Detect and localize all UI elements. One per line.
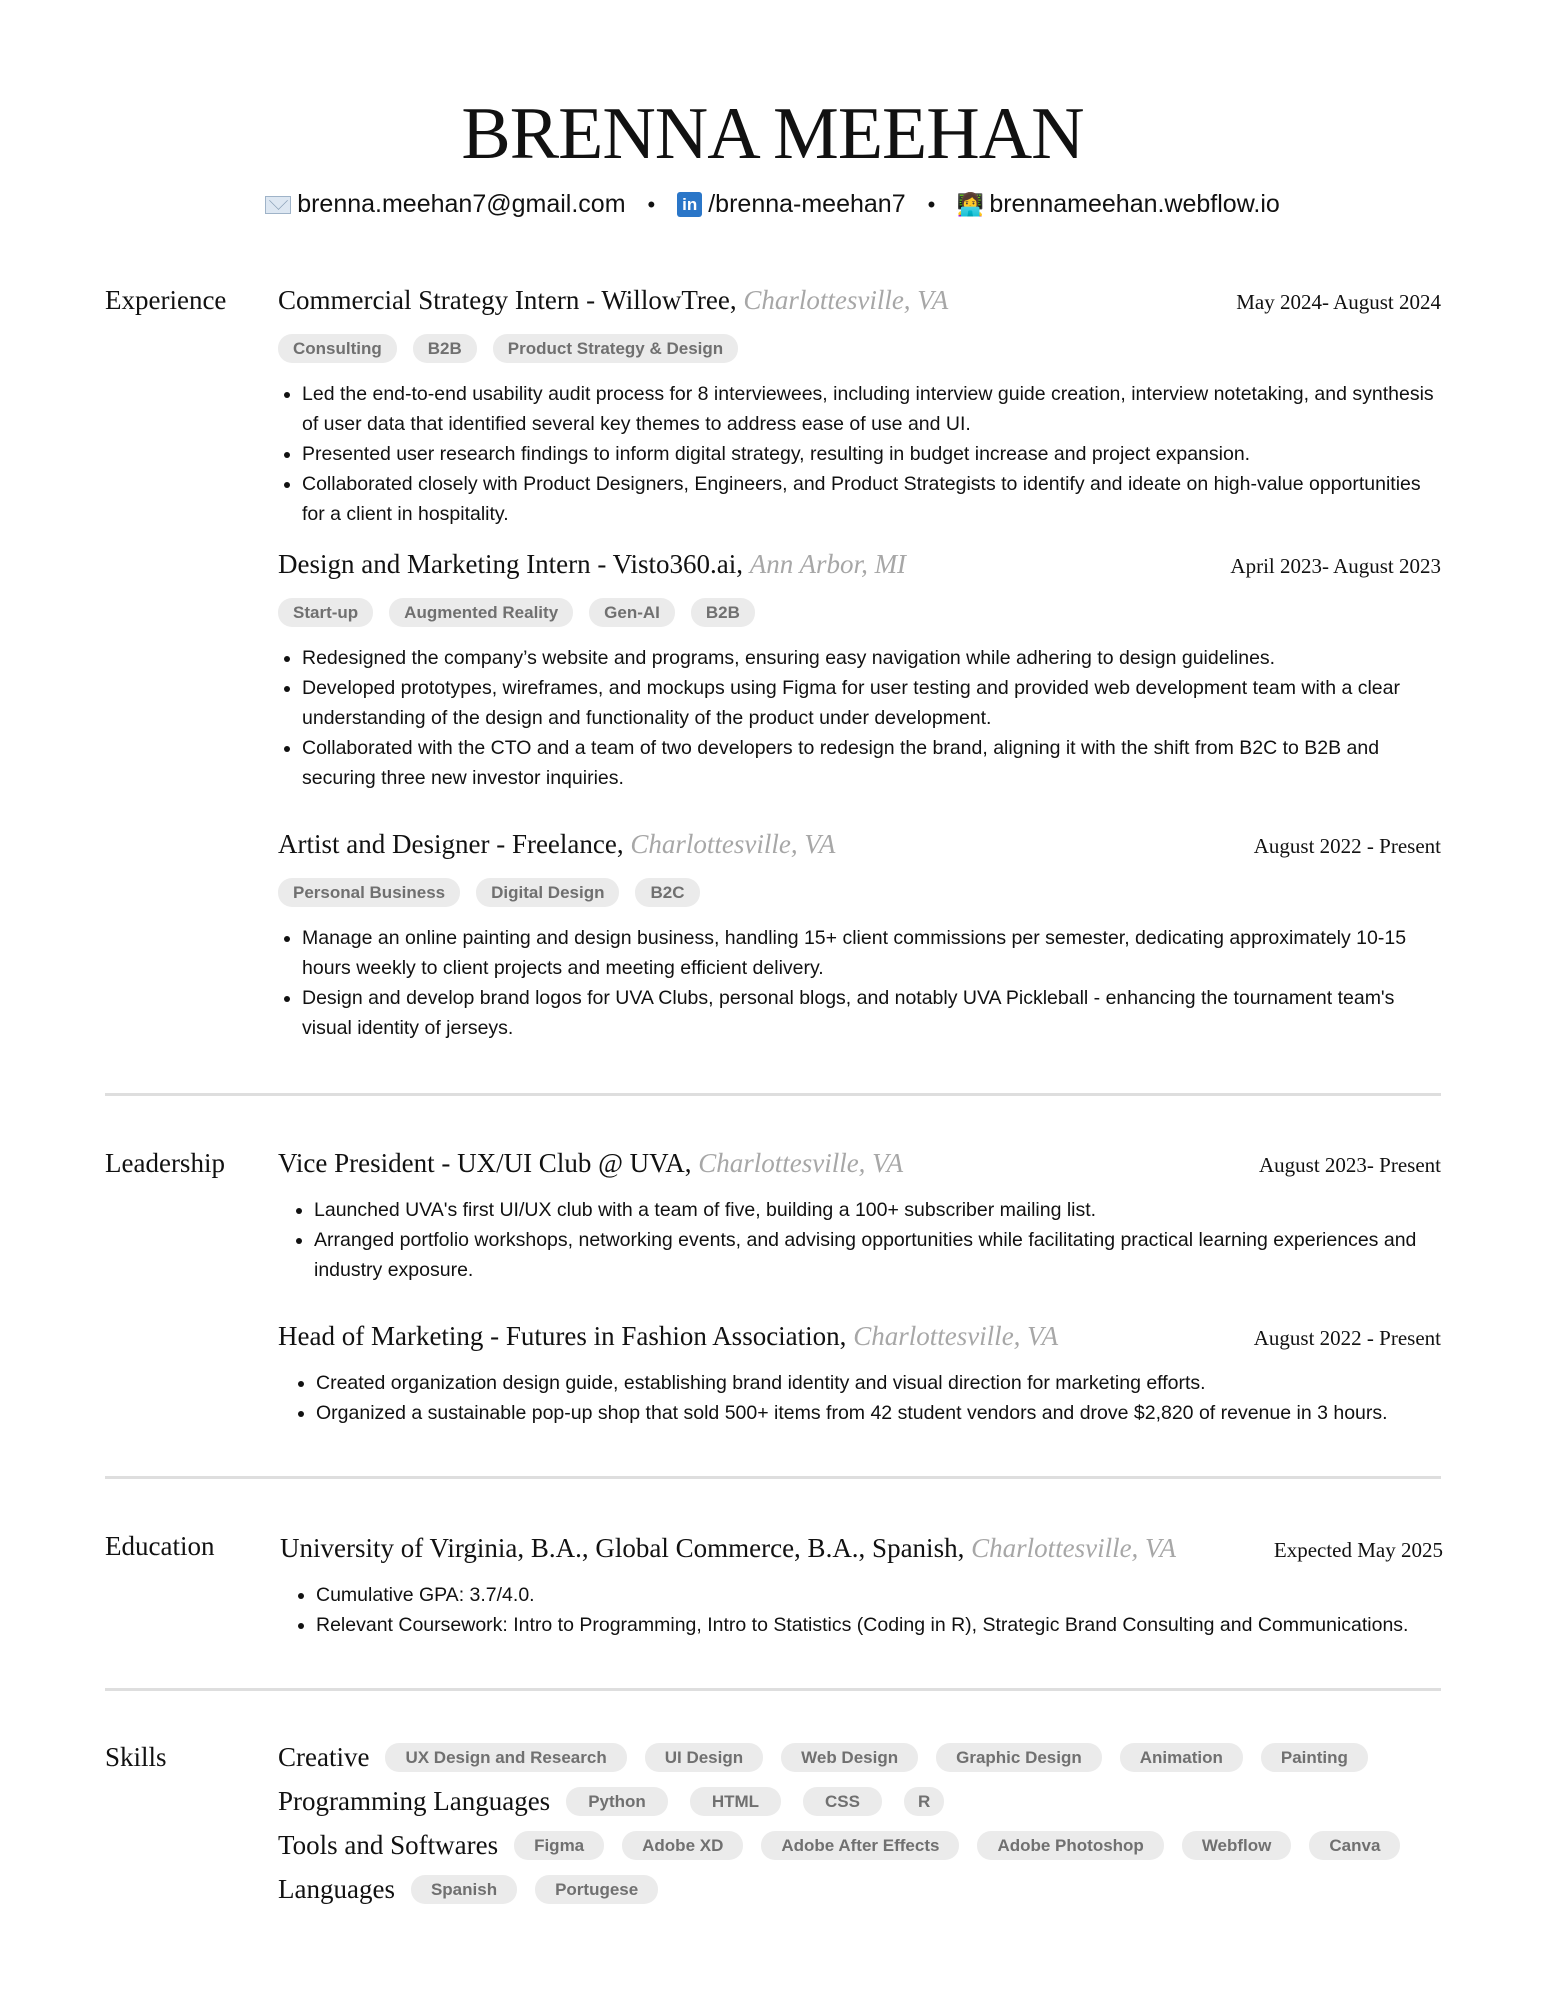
role-location: Charlottesville, VA (853, 1321, 1059, 1351)
experience-entry (278, 549, 1441, 793)
skill-chip: HTML (690, 1787, 781, 1816)
linkedin-link[interactable] (677, 190, 905, 219)
separator-dot: • (647, 191, 656, 217)
website-link[interactable] (957, 190, 1279, 219)
bullet-item: • Collaborated closely with Product Designers, Engineers, and Product Strategists to identify and ideate on high-value opportunities for a client in hospitality. (302, 469, 1441, 529)
skill-category: Creative (278, 1742, 370, 1772)
website-text: brennameehan.webflow.io (989, 190, 1280, 218)
email-text: brenna.meehan7@gmail.com (297, 190, 626, 218)
role-title: Commercial Strategy Intern - WillowTree, Charlottesville, VA (278, 285, 949, 315)
skill-chip: Animation (1120, 1743, 1243, 1772)
tag-list (385, 1743, 1367, 1772)
bullet-item: • Presented user research findings to inform digital strategy, resulting in budget increase and project expansion. (302, 439, 1441, 469)
skill-chip: UI Design (645, 1743, 763, 1772)
email-link[interactable] (265, 190, 625, 219)
role-dates: May 2024- August 2024 (1236, 290, 1441, 314)
tag-list (411, 1875, 658, 1904)
section-divider (105, 1093, 1441, 1096)
skill-chip: Graphic Design (936, 1743, 1102, 1772)
education-entry (280, 1533, 1443, 1640)
experience-entry (278, 829, 1441, 1043)
role-dates: April 2023- August 2023 (1230, 554, 1441, 578)
tag-chip: Start-up (278, 598, 373, 627)
tag-chip: Digital Design (476, 878, 619, 907)
skill-row-tools (278, 1830, 1400, 1861)
envelope-icon (265, 196, 291, 214)
role-title: Head of Marketing - Futures in Fashion Association, Charlottesville, VA (278, 1321, 1059, 1351)
bullet-item: • Redesigned the company’s website and programs, ensuring easy navigation while adhering to design guidelines. (302, 643, 1441, 673)
skill-chip: UX Design and Research (385, 1743, 626, 1772)
skill-chip: Portugese (535, 1875, 658, 1904)
role-location: Charlottesville, VA (698, 1148, 904, 1178)
linkedin-text: /brenna-meehan7 (708, 190, 906, 218)
tag-chip: Consulting (278, 334, 397, 363)
bullet-item: • Created organization design guide, establishing brand identity and visual direction for marketing efforts. (316, 1368, 1441, 1398)
bullet-list (278, 1195, 1441, 1285)
bullet-item: • Developed prototypes, wireframes, and mockups using Figma for user testing and provided web development team with a clear understanding of the design and functionality of the product under development. (302, 673, 1441, 733)
skill-category: Tools and Softwares (278, 1830, 499, 1860)
section-divider (105, 1688, 1441, 1691)
role-location: Charlottesville, VA (630, 829, 836, 859)
bullet-item: • Organized a sustainable pop-up shop that sold 500+ items from 42 student vendors and drove $2,820 of revenue in 3 hours. (316, 1398, 1441, 1428)
bullet-list (280, 1580, 1443, 1640)
skill-chip: Adobe Photoshop (977, 1831, 1163, 1860)
role-location: Charlottesville, VA (743, 285, 949, 315)
experience-entry (278, 285, 1441, 529)
skill-chip: CSS (803, 1787, 882, 1816)
bullet-item: • Launched UVA's first UI/UX club with a team of five, building a 100+ subscriber mailing list. (314, 1195, 1441, 1225)
bullet-item: • Collaborated with the CTO and a team of two developers to redesign the brand, aligning it with the shift from B2C to B2B and securing three new investor inquiries. (302, 733, 1441, 793)
skill-chip: Adobe After Effects (761, 1831, 959, 1860)
bullet-item: • Relevant Coursework: Intro to Programming, Intro to Statistics (Coding in R), Strategic Brand Consulting and Communications. (316, 1610, 1443, 1640)
skill-chip: Canva (1309, 1831, 1400, 1860)
bullet-list (278, 1368, 1441, 1428)
role-title: Artist and Designer - Freelance, Charlottesville, VA (278, 829, 836, 859)
tag-chip: B2B (691, 598, 755, 627)
skill-row-creative (278, 1742, 1368, 1773)
leadership-entry (278, 1321, 1441, 1428)
section-divider (105, 1476, 1441, 1479)
skill-chip: Web Design (781, 1743, 918, 1772)
tag-chip: Augmented Reality (389, 598, 573, 627)
tag-list (566, 1787, 944, 1816)
role-location: Ann Arbor, MI (749, 549, 907, 579)
person-at-laptop-icon: 👩‍💻 (956, 191, 985, 217)
bullet-item: • Manage an online painting and design business, handling 15+ client commissions per semester, dedicating approximately 10-15 hours weekly to client projects and meeting efficient delivery. (302, 923, 1441, 983)
linkedin-icon: in (677, 192, 702, 217)
skill-chip: Python (566, 1787, 668, 1816)
tag-list (514, 1831, 1400, 1860)
bullet-list (278, 643, 1441, 793)
leadership-entry (278, 1148, 1441, 1285)
skill-row-languages (278, 1874, 658, 1905)
skill-row-programming (278, 1786, 944, 1817)
section-label-education: Education (105, 1531, 215, 1561)
section-label-skills: Skills (105, 1742, 167, 1772)
tag-chip: B2C (635, 878, 699, 907)
role-dates: August 2022 - Present (1253, 834, 1441, 858)
graduation-date: Expected May 2025 (1273, 1538, 1443, 1562)
skill-chip: Painting (1261, 1743, 1368, 1772)
skill-chip: Spanish (411, 1875, 517, 1904)
tag-chip: Product Strategy & Design (493, 334, 738, 363)
section-label-experience: Experience (105, 285, 227, 315)
bullet-list (278, 379, 1441, 529)
role-title: Design and Marketing Intern - Visto360.ai, Ann Arbor, MI (278, 549, 907, 579)
bullet-list (278, 923, 1441, 1043)
skill-chip: R (904, 1787, 944, 1816)
bullet-item: • Led the end-to-end usability audit process for 8 interviewees, including interview guide creation, interview notetaking, and synthesis of user data that identified several key themes to address ease of use and UI. (302, 379, 1441, 439)
bullet-item: • Design and develop brand logos for UVA Clubs, personal blogs, and notably UVA Pickleball - enhancing the tournament team's visual identity of jerseys. (302, 983, 1441, 1043)
bullet-item: • Arranged portfolio workshops, networking events, and advising opportunities while facilitating practical learning experiences and industry exposure. (314, 1225, 1441, 1285)
candidate-name: BRENNA MEEHAN (461, 93, 1084, 175)
separator-dot: • (927, 191, 936, 217)
contact-bar (0, 190, 1545, 219)
section-label-leadership: Leadership (105, 1148, 225, 1178)
role-dates: August 2022 - Present (1253, 1326, 1441, 1350)
tag-chip: Personal Business (278, 878, 460, 907)
skill-chip: Adobe XD (622, 1831, 743, 1860)
bullet-item: • Cumulative GPA: 3.7/4.0. (316, 1580, 1443, 1610)
skill-chip: Figma (514, 1831, 604, 1860)
role-title: Vice President - UX/UI Club @ UVA, Charlottesville, VA (278, 1148, 904, 1178)
tag-list (278, 878, 1441, 907)
skills-section (105, 1742, 1441, 1922)
skill-chip: Webflow (1182, 1831, 1292, 1860)
school-location: Charlottesville, VA (971, 1533, 1177, 1563)
school-title: University of Virginia, B.A., Global Commerce, B.A., Spanish, Charlottesville, VA (280, 1533, 1177, 1563)
role-dates: August 2023- Present (1259, 1153, 1441, 1177)
tag-chip: Gen-AI (589, 598, 675, 627)
skill-category: Languages (278, 1874, 395, 1904)
skill-category: Programming Languages (278, 1786, 551, 1816)
tag-list (278, 334, 1441, 363)
tag-list (278, 598, 1441, 627)
tag-chip: B2B (413, 334, 477, 363)
